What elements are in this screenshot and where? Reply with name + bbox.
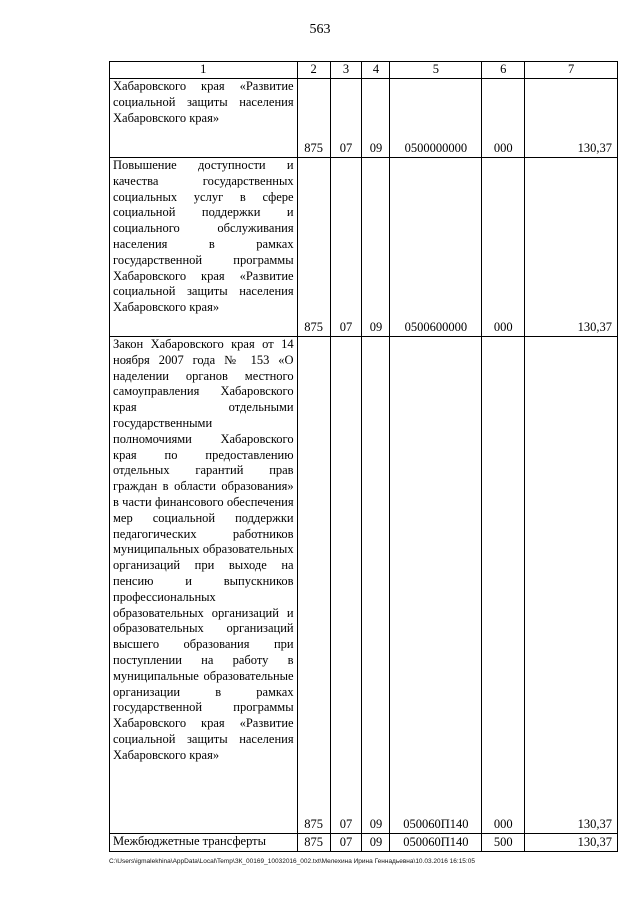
cell-col5: 050060П140 (390, 337, 482, 834)
table-row (110, 834, 618, 852)
file-path-footer: C:\Users\igmalekhina\AppData\Local\Temp\ЗК_00169_10032016_002.txt\Мелехина Ирина Геннадьевна\10.03.2016 16:15:05 (109, 858, 475, 865)
row-description: Межбюджетные трансферты (110, 834, 298, 852)
cell-col6: 500 (482, 834, 525, 852)
row-description: Закон Хабаровского края от 14 ноября 2007 года № 153 «О наделении органов местного самоуправления Хабаровского края отдельными государственными полномочиями Хабаровского края по предоставлению отдельных гарантий прав граждан в области образования» в части финансового обеспечения мер социальной поддержки педагогических работников муниципальных образовательных организаций при выходе на пенсию и выпускников профессиональных образовательных организаций и образовательных организаций высшего образования при поступлении на работу в муниципальные образовательные организации в рамках государственной программы Хабаровского края «Развитие социальной защиты населения Хабаровского края» (110, 337, 298, 834)
cell-col5: 050060П140 (390, 834, 482, 852)
cell-col6: 000 (482, 337, 525, 834)
cell-col4: 09 (362, 834, 390, 852)
row-description: Повышение доступности и качества государственных социальных услуг в сфере социальной поддержки и социального обслуживания населения в рамках государственной программы Хабаровского края «Развитие социальной защиты населения Хабаровского края» (110, 158, 298, 337)
cell-col2: 875 (297, 79, 330, 158)
header-cell: 3 (330, 62, 362, 79)
cell-col5: 0500000000 (390, 79, 482, 158)
page-number: 563 (309, 22, 331, 37)
budget-table (109, 61, 618, 852)
table-header-row (110, 62, 618, 79)
header-cell: 5 (390, 62, 482, 79)
cell-col6: 000 (482, 79, 525, 158)
header-cell: 7 (525, 62, 618, 79)
cell-col2: 875 (297, 337, 330, 834)
cell-col5: 0500600000 (390, 158, 482, 337)
header-cell: 4 (362, 62, 390, 79)
table-row (110, 337, 618, 834)
cell-col4: 09 (362, 158, 390, 337)
cell-col2: 875 (297, 834, 330, 852)
cell-col2: 875 (297, 158, 330, 337)
row-description: Хабаровского края «Развитие социальной защиты населения Хабаровского края» (110, 79, 298, 158)
table-row (110, 79, 618, 158)
table-row (110, 158, 618, 337)
cell-col4: 09 (362, 337, 390, 834)
cell-col3: 07 (330, 158, 362, 337)
cell-col4: 09 (362, 79, 390, 158)
cell-amount: 130,37 (525, 834, 618, 852)
cell-amount: 130,37 (525, 79, 618, 158)
header-cell: 1 (110, 62, 298, 79)
header-cell: 6 (482, 62, 525, 79)
cell-col3: 07 (330, 337, 362, 834)
cell-amount: 130,37 (525, 158, 618, 337)
cell-amount: 130,37 (525, 337, 618, 834)
cell-col3: 07 (330, 834, 362, 852)
cell-col6: 000 (482, 158, 525, 337)
cell-col3: 07 (330, 79, 362, 158)
header-cell: 2 (297, 62, 330, 79)
